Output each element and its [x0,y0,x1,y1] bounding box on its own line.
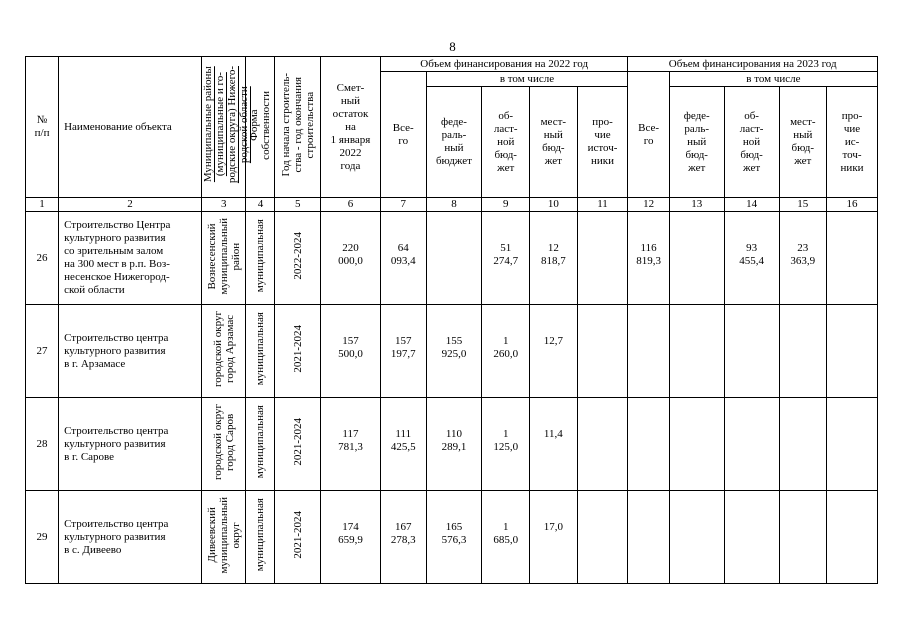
table-row [26,212,878,305]
years: 2021-2024 [275,491,321,584]
row-num: 27 [26,305,59,398]
header-name: Наименование объекта [59,57,202,198]
header-remainder: Смет- ный остаток на 1 января 2022 года [320,57,380,198]
header-num: № п/п [26,57,59,198]
total-2023 [628,398,669,491]
header-fin-2023: Объем финансирования на 2023 год [628,57,878,72]
federal-2022: 110 289,1 [426,398,482,491]
district: Вознесенский муниципальный район [201,212,246,305]
col-number: 8 [426,198,482,212]
column-number-row [26,198,878,212]
regional-2022: 1 260,0 [482,305,530,398]
other-2023 [827,305,878,398]
total-2023 [628,305,669,398]
total-2022: 167 278,3 [380,491,426,584]
ownership: муниципальная [246,212,275,305]
other-2022 [577,491,628,584]
col-number: 2 [59,198,202,212]
years: 2021-2024 [275,398,321,491]
col-number: 12 [628,198,669,212]
remainder: 220 000,0 [320,212,380,305]
federal-2023 [669,491,724,584]
remainder: 174 659,9 [320,491,380,584]
col-number: 15 [779,198,827,212]
federal-2023 [669,212,724,305]
object-name: Строительство Центра культурного развития со зрительным залом на 300 мест в р.п. Воз- несенское Нижегород- ской области [59,212,202,305]
federal-2023 [669,398,724,491]
other-2023 [827,491,878,584]
regional-2023 [724,305,779,398]
table-row [26,398,878,491]
remainder: 117 781,3 [320,398,380,491]
total-2023 [628,491,669,584]
years: 2022-2024 [275,212,321,305]
remainder: 157 500,0 [320,305,380,398]
regional-2023 [724,398,779,491]
header-regional-2023: об- ласт- ной бюд- жет [724,87,779,198]
total-2022: 157 197,7 [380,305,426,398]
local-2023 [779,491,827,584]
col-number: 9 [482,198,530,212]
regional-2023: 93 455,4 [724,212,779,305]
total-2022: 64 093,4 [380,212,426,305]
table-row [26,491,878,584]
col-number: 6 [320,198,380,212]
table-row [26,305,878,398]
other-2022 [577,305,628,398]
header-local-2023: мест- ный бюд- жет [779,87,827,198]
header-including-2023: в том числе [669,72,877,87]
regional-2022: 1 125,0 [482,398,530,491]
col-number: 14 [724,198,779,212]
object-name: Строительство центра культурного развития в с. Дивеево [59,491,202,584]
header-years: Год начала строитель- ства - год окончания строительства [275,57,321,198]
federal-2022: 155 925,0 [426,305,482,398]
district: городской округ город Арзамас [201,305,246,398]
federal-2022 [426,212,482,305]
years: 2021-2024 [275,305,321,398]
district: городской округ город Саров [201,398,246,491]
ownership: муниципальная [246,398,275,491]
col-number: 1 [26,198,59,212]
col-number: 4 [246,198,275,212]
federal-2023 [669,305,724,398]
financing-table [25,56,878,584]
total-2023: 116 819,3 [628,212,669,305]
header-district: Муниципальные районы (муниципальные и го- родские округа) Нижего- родской области [201,57,246,198]
object-name: Строительство центра культурного развития в г. Арзамасе [59,305,202,398]
local-2023 [779,398,827,491]
col-number: 3 [201,198,246,212]
total-2022: 111 425,5 [380,398,426,491]
local-2023: 23 363,9 [779,212,827,305]
other-2022 [577,398,628,491]
header-federal-2023: феде- раль- ный бюд- жет [669,87,724,198]
object-name: Строительство центра культурного развития в г. Сарове [59,398,202,491]
other-2022 [577,212,628,305]
local-2022: 17,0 [530,491,578,584]
header-federal-2022: феде- раль- ный бюджет [426,87,482,198]
row-num: 26 [26,212,59,305]
local-2022: 11,4 [530,398,578,491]
header-row-1 [26,57,878,72]
header-regional-2022: об- ласт- ной бюд- жет [482,87,530,198]
header-ownership: Форма собственности [246,57,275,198]
header-local-2022: мест- ный бюд- жет [530,87,578,198]
district: Дивеевский муниципальный округ [201,491,246,584]
federal-2022: 165 576,3 [426,491,482,584]
local-2023 [779,305,827,398]
ownership: муниципальная [246,305,275,398]
local-2022: 12 818,7 [530,212,578,305]
header-other-2022: про- чие источ- ники [577,87,628,198]
col-number: 5 [275,198,321,212]
row-num: 29 [26,491,59,584]
row-num: 28 [26,398,59,491]
header-fin-2022: Объем финансирования на 2022 год [380,57,627,72]
col-number: 13 [669,198,724,212]
other-2023 [827,398,878,491]
local-2022: 12,7 [530,305,578,398]
header-other-2023: про- чие ис- точ- ники [827,87,878,198]
col-number: 16 [827,198,878,212]
col-number: 10 [530,198,578,212]
ownership: муниципальная [246,491,275,584]
header-including-2022: в том числе [426,72,628,87]
page-number: 8 [449,39,456,54]
regional-2022: 1 685,0 [482,491,530,584]
header-total-2022: Все- го [380,72,426,198]
regional-2022: 51 274,7 [482,212,530,305]
regional-2023 [724,491,779,584]
col-number: 7 [380,198,426,212]
other-2023 [827,212,878,305]
header-total-2023: Все- го [628,72,669,198]
col-number: 11 [577,198,628,212]
